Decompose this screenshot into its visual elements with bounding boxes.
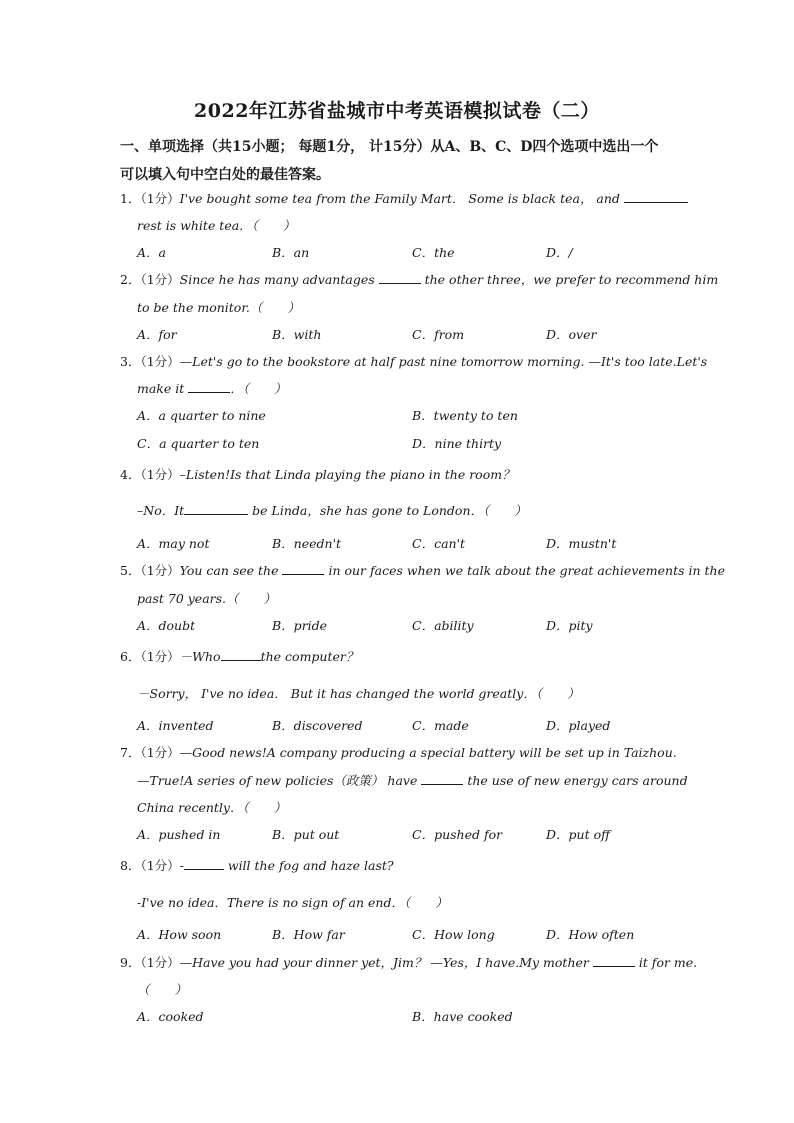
section-instruction-line-1: 一、单项选择（共15小题； 每题1分， 计15分）从A、B、C、D四个选项中选出一个: [120, 139, 659, 155]
section-instruction-line-2: 可以填入句中空白处的最佳答案。: [120, 167, 330, 183]
answer-blank: [184, 857, 224, 870]
question-1-option-d: D．/: [546, 245, 573, 260]
question-9-line-2: （ ）: [137, 982, 188, 997]
answer-blank: [184, 502, 248, 515]
question-7-option-c: C．pushed for: [412, 827, 503, 842]
question-3-option-a: A．a quarter to nine: [137, 408, 266, 423]
answer-blank: [188, 380, 230, 393]
question-7-line-1: 7．（1分）—Good news!A company producing a special battery will be set up in Taizhou.: [120, 745, 677, 760]
question-8-option-b: B．How far: [272, 927, 345, 942]
question-5-line-1: 5．（1分）You can see the in our faces when we talk about the great achievements in the: [120, 563, 725, 578]
question-8-option-d: D．How often: [546, 927, 635, 942]
answer-blank: [593, 954, 635, 967]
page-title: 2022年江苏省盐城市中考英语模拟试卷（二）: [194, 100, 600, 122]
question-8-line-2: -I've no idea．There is no sign of an end．（ ）: [137, 895, 448, 910]
question-6-line-1: 6．（1分）－Who the computer？: [120, 649, 359, 664]
question-3-option-d: D．nine thirty: [412, 436, 502, 451]
question-4-option-a: A．may not: [137, 536, 210, 551]
question-2-line-2: to be the monitor.（ ）: [137, 300, 300, 315]
question-3-line-2: make it ．（ ）: [137, 381, 287, 396]
question-2-option-b: B．with: [272, 327, 322, 342]
question-4-line-1: 4．（1分）–Listen!Is that Linda playing the piano in the room？: [120, 467, 515, 482]
question-9-option-b: B．have cooked: [412, 1009, 513, 1024]
question-3-option-b: B．twenty to ten: [412, 408, 518, 423]
question-6-line-2: －Sorry， I've no idea． But it has changed the world greatly．（ ）: [137, 686, 580, 701]
question-6-option-d: D．played: [546, 718, 611, 733]
question-4-line-2: –No．It be Linda，she has gone to London．（ ）: [137, 503, 527, 518]
question-4-option-c: C．can't: [412, 536, 466, 551]
question-5-option-d: D．pity: [546, 618, 593, 633]
question-5-option-c: C．ability: [412, 618, 474, 633]
question-3-line-1: 3．（1分）—Let's go to the bookstore at half past nine tomorrow morning. —It's too late.Let's: [120, 354, 708, 369]
question-4-option-d: D．mustn't: [546, 536, 617, 551]
question-1-line-1: 1．（1分）I've bought some tea from the Family Mart． Some is black tea， and: [120, 190, 676, 208]
answer-blank: [282, 562, 324, 575]
question-2-option-d: D．over: [546, 327, 597, 342]
question-7-option-b: B．put out: [272, 827, 340, 842]
question-2-line-1: 2．（1分）Since he has many advantages the other three，we prefer to recommend him: [120, 272, 719, 287]
question-2-option-c: C．from: [412, 327, 465, 342]
question-4-option-b: B．needn't: [272, 536, 342, 551]
question-1-option-c: C．the: [412, 245, 455, 260]
question-6-option-a: A．invented: [137, 718, 214, 733]
question-5-option-b: B．pride: [272, 618, 328, 633]
question-8-option-c: C．How long: [412, 927, 495, 942]
answer-blank: [221, 648, 261, 661]
question-7-option-a: A．pushed in: [137, 827, 221, 842]
question-5-line-2: past 70 years.（ ）: [137, 591, 277, 606]
question-1-option-b: B．an: [272, 245, 310, 260]
question-7-option-d: D．put off: [546, 827, 610, 842]
question-5-option-a: A．doubt: [137, 618, 196, 633]
question-1-line-2: rest is white tea．（ ）: [137, 218, 296, 233]
question-3-option-c: C．a quarter to ten: [137, 436, 260, 451]
question-8-option-a: A．How soon: [137, 927, 222, 942]
question-1-option-a: A．a: [137, 245, 166, 260]
question-7-line-3: China recently．（ ）: [137, 800, 287, 815]
question-2-option-a: A．for: [137, 327, 177, 342]
question-6-option-b: B．discovered: [272, 718, 363, 733]
answer-blank: [421, 772, 463, 785]
question-9-option-a: A．cooked: [137, 1009, 204, 1024]
question-8-line-1: 8．（1分）- will the fog and haze last?: [120, 858, 394, 873]
question-6-option-c: C．made: [412, 718, 469, 733]
question-7-line-2: —True!A series of new policies（政策） have the use of new energy cars around: [137, 773, 688, 788]
answer-blank: [624, 190, 688, 203]
section-heading: [120, 133, 676, 189]
question-9-line-1: 9．（1分）—Have you had your dinner yet，Jim？ —Yes，I have.My mother it for me.: [120, 955, 698, 970]
answer-blank: [379, 271, 421, 284]
